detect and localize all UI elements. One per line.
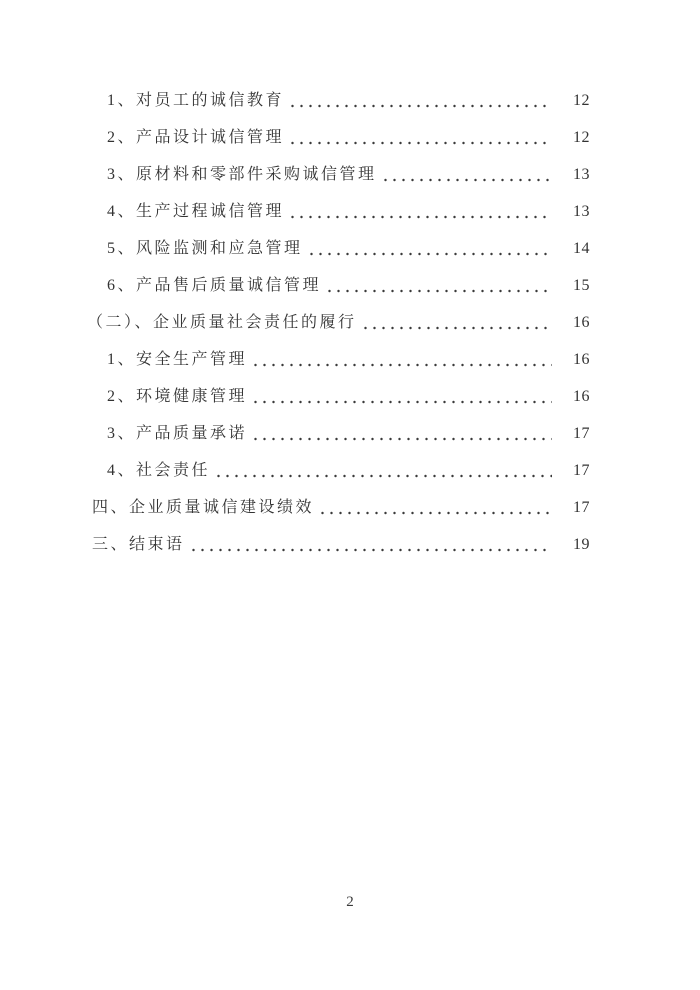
- toc-entry-page: 13: [573, 166, 590, 183]
- toc-entry-page: 14: [573, 240, 590, 257]
- dot-leader: [316, 489, 552, 526]
- dot-leader: [286, 82, 552, 119]
- dot-leader: [305, 230, 552, 267]
- toc-entry-label: 4、生产过程诚信管理: [107, 203, 285, 220]
- toc-entry-page: 19: [573, 536, 590, 553]
- toc-entry-page: 15: [573, 277, 590, 294]
- dot-leader: [249, 341, 552, 378]
- toc-entry-page: 12: [573, 129, 590, 146]
- dot-leader: [286, 119, 552, 156]
- toc-entry[interactable]: [0, 304, 700, 341]
- toc-entry-label: 2、产品设计诚信管理: [107, 129, 285, 146]
- toc-entry-page: 16: [573, 388, 590, 405]
- dot-leader: [249, 415, 552, 452]
- toc-entry-label: 1、对员工的诚信教育: [107, 92, 285, 109]
- toc-entry[interactable]: [0, 415, 700, 452]
- toc-entry[interactable]: [0, 267, 700, 304]
- toc-entry[interactable]: [0, 489, 700, 526]
- toc-entry-label: 4、社会责任: [107, 462, 211, 479]
- dot-leader: [249, 378, 552, 415]
- toc-entry-page: 16: [573, 314, 590, 331]
- dot-leader: [379, 156, 552, 193]
- toc-entry[interactable]: [0, 526, 700, 563]
- toc-entry[interactable]: [0, 378, 700, 415]
- toc-entry-label: 5、风险监测和应急管理: [107, 240, 303, 257]
- toc-entry-page: 13: [573, 203, 590, 220]
- dot-leader: [286, 193, 552, 230]
- toc-entry[interactable]: [0, 193, 700, 230]
- toc-entry[interactable]: [0, 82, 700, 119]
- toc-entry-label: 1、安全生产管理: [107, 351, 248, 368]
- toc-entry[interactable]: [0, 341, 700, 378]
- toc-entry[interactable]: [0, 452, 700, 489]
- toc-entry-label: 3、产品质量承诺: [107, 425, 248, 442]
- toc-entry[interactable]: [0, 119, 700, 156]
- dot-leader: [323, 267, 552, 304]
- toc-entry[interactable]: [0, 230, 700, 267]
- toc-entry-label: 6、产品售后质量诚信管理: [107, 277, 322, 294]
- toc-entry-page: 17: [573, 462, 590, 479]
- footer-page-number: 2: [346, 894, 354, 910]
- toc-entry-label: 四、企业质量诚信建设绩效: [92, 499, 315, 516]
- toc-entry-page: 17: [573, 425, 590, 442]
- toc-entry-label: 2、环境健康管理: [107, 388, 248, 405]
- table-of-contents: [0, 82, 700, 563]
- toc-entry-page: 17: [573, 499, 590, 516]
- dot-leader: [187, 526, 552, 563]
- dot-leader: [359, 304, 552, 341]
- toc-entry-page: 16: [573, 351, 590, 368]
- toc-entry-label: 三、结束语: [92, 536, 185, 553]
- toc-entry-label: 3、原材料和零部件采购诚信管理: [107, 166, 377, 183]
- toc-entry-label: （二）、企业质量社会责任的履行: [87, 314, 357, 331]
- toc-entry-page: 12: [573, 92, 590, 109]
- toc-entry[interactable]: [0, 156, 700, 193]
- dot-leader: [212, 452, 552, 489]
